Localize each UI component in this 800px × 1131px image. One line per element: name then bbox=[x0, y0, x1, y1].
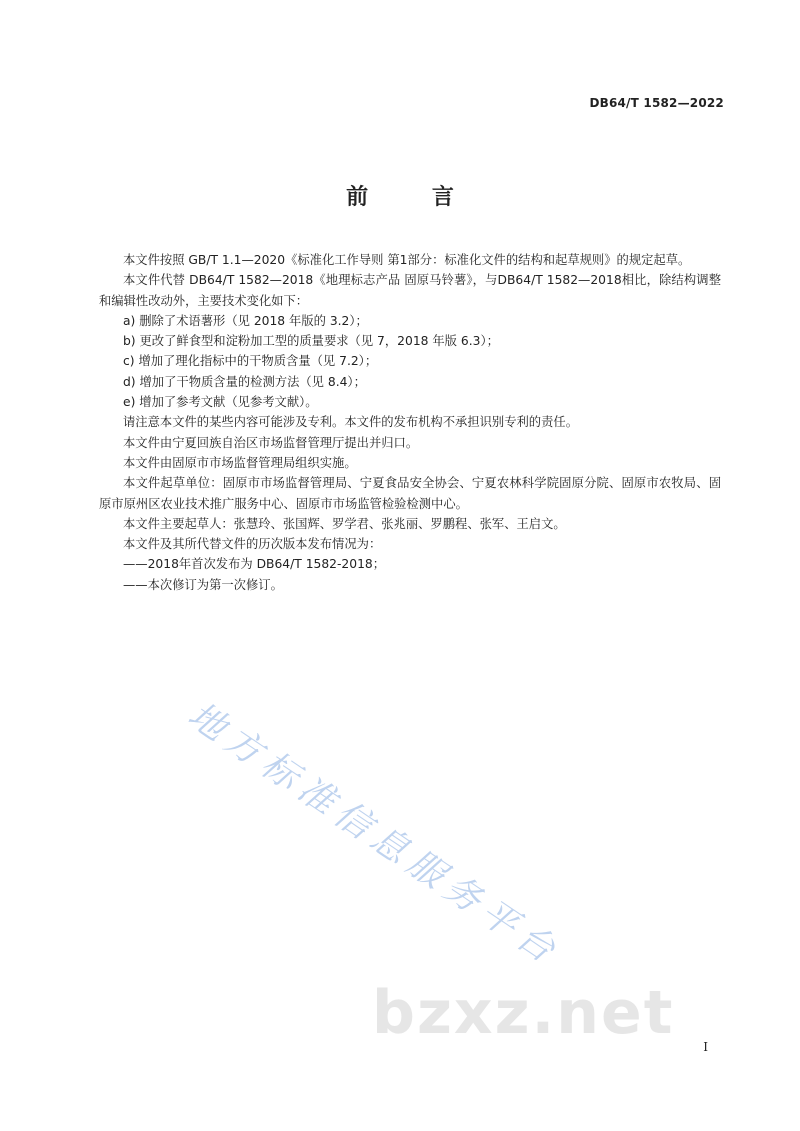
document-body bbox=[99, 250, 721, 595]
change-item-e: e) 增加了参考文献（见参考文献）。 bbox=[123, 395, 318, 410]
change-item-d: d) 增加了干物质含量的检测方法（见 8.4）； bbox=[123, 374, 366, 389]
paragraph-implementer: 本文件由固原市市场监督管理局组织实施。 bbox=[123, 455, 357, 470]
paragraph-replacement: 本文件代替 DB64/T 1582—2018《地理标志产品 固原马铃薯》，与DB64/T 1582—2018相比，除结构调整和编辑性改动外，主要技术变化如下： bbox=[99, 273, 721, 308]
paragraph-patent-notice: 请注意本文件的某些内容可能涉及专利。本文件的发布机构不承担识别专利的责任。 bbox=[123, 415, 578, 430]
paragraph-history-intro: 本文件及其所代替文件的历次版本发布情况为： bbox=[123, 537, 382, 552]
page-number: I bbox=[703, 1040, 708, 1054]
paragraph-drafting-units: 本文件起草单位：固原市市场监督管理局、宁夏食品安全协会、宁夏农林科学院固原分院、固原市农牧局、固原市原州区农业技术推广服务中心、固原市市场监管检验检测中心。 bbox=[99, 476, 721, 511]
change-item-a: a) 删除了术语薯形（见 2018 年版的 3.2）； bbox=[123, 313, 368, 328]
paragraph-basis: 本文件按照 GB/T 1.1—2020《标准化工作导则 第1部分：标准化文件的结构和起草规则》的规定起草。 bbox=[123, 253, 691, 267]
history-item-revision: ——本次修订为第一次修订。 bbox=[123, 577, 283, 592]
paragraph-drafters: 本文件主要起草人：张慧玲、张国辉、罗学君、张兆丽、罗鹏程、张军、王启文。 bbox=[123, 516, 566, 531]
watermark-text: 地方标准信息服务平台 bbox=[180, 694, 569, 975]
change-item-b: b) 更改了鲜食型和淀粉加工型的质量要求（见 7，2018 年版 6.3）； bbox=[123, 334, 499, 349]
change-item-c: c) 增加了理化指标中的干物质含量（见 7.2）； bbox=[123, 354, 378, 369]
page-title: 前 言 bbox=[346, 185, 482, 210]
history-item-first: ——2018年首次发布为 DB64/T 1582-2018； bbox=[123, 557, 386, 572]
site-watermark-logo: bzxz.net bbox=[372, 978, 675, 1048]
document-code: DB64/T 1582—2022 bbox=[589, 96, 724, 110]
paragraph-proposer: 本文件由宁夏回族自治区市场监督管理厅提出并归口。 bbox=[123, 435, 419, 450]
